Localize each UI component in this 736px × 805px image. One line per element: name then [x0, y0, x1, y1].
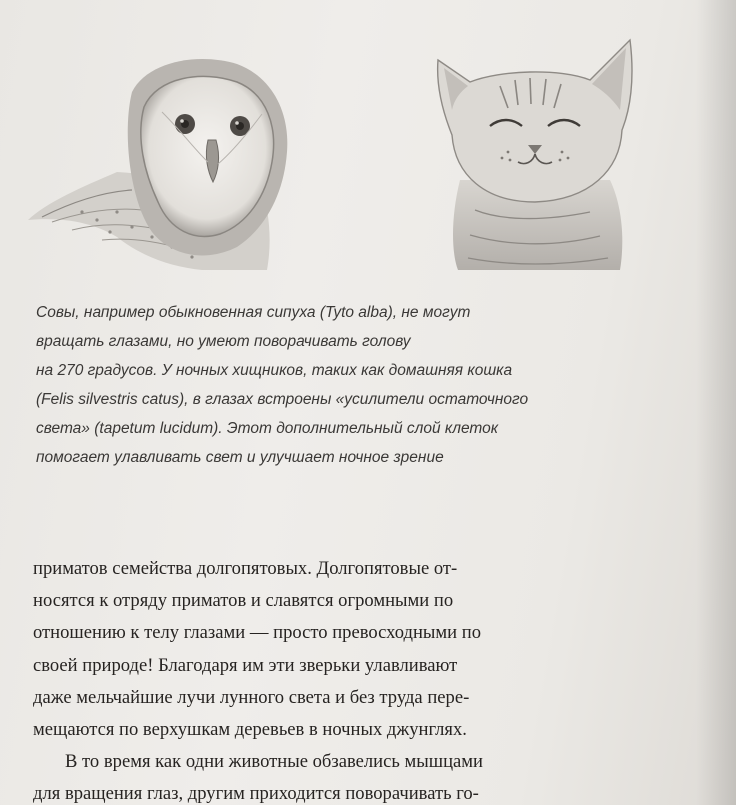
barn-owl-illustration-icon — [22, 52, 312, 274]
body-line: приматов семейства долгопятовых. Долгопятовые от- — [33, 558, 458, 579]
caption-line: Совы, например обыкновенная сипуха (Tyto alba), не могут — [36, 304, 471, 321]
body-text — [33, 553, 653, 805]
body-line: отношению к телу глазами — просто превосходными по — [33, 622, 482, 644]
cat-illustration-icon — [430, 30, 638, 270]
caption-line: вращать глазами, но умеют поворачивать голову — [36, 333, 411, 350]
body-line: своей природе! Благодаря им эти зверьки улавливают — [33, 654, 458, 676]
body-line: носятся к отряду приматов и славятся огромными по — [33, 590, 454, 612]
caption-line: (Felis silvestris catus), в глазах встроены «усилители остаточного — [36, 391, 529, 408]
page-edge-shadow — [696, 0, 736, 805]
caption-line: света» (tapetum lucidum). Этот дополнительный слой клеток — [36, 420, 499, 437]
body-line: В то время как одни животные обзавелись мышцами — [65, 751, 483, 773]
body-line: даже мельчайшие лучи лунного света и без труда пере- — [33, 686, 470, 708]
figure-caption — [36, 298, 656, 472]
caption-line: на 270 градусов. У ночных хищников, таких как домашняя кошка — [36, 362, 513, 379]
caption-line: помогает улавливать свет и улучшает ночное зрение — [36, 449, 444, 466]
body-line: мещаются по верхушкам деревьев в ночных джунглях. — [33, 719, 467, 741]
body-line: для вращения глаз, другим приходится поворачивать го- — [33, 783, 479, 805]
